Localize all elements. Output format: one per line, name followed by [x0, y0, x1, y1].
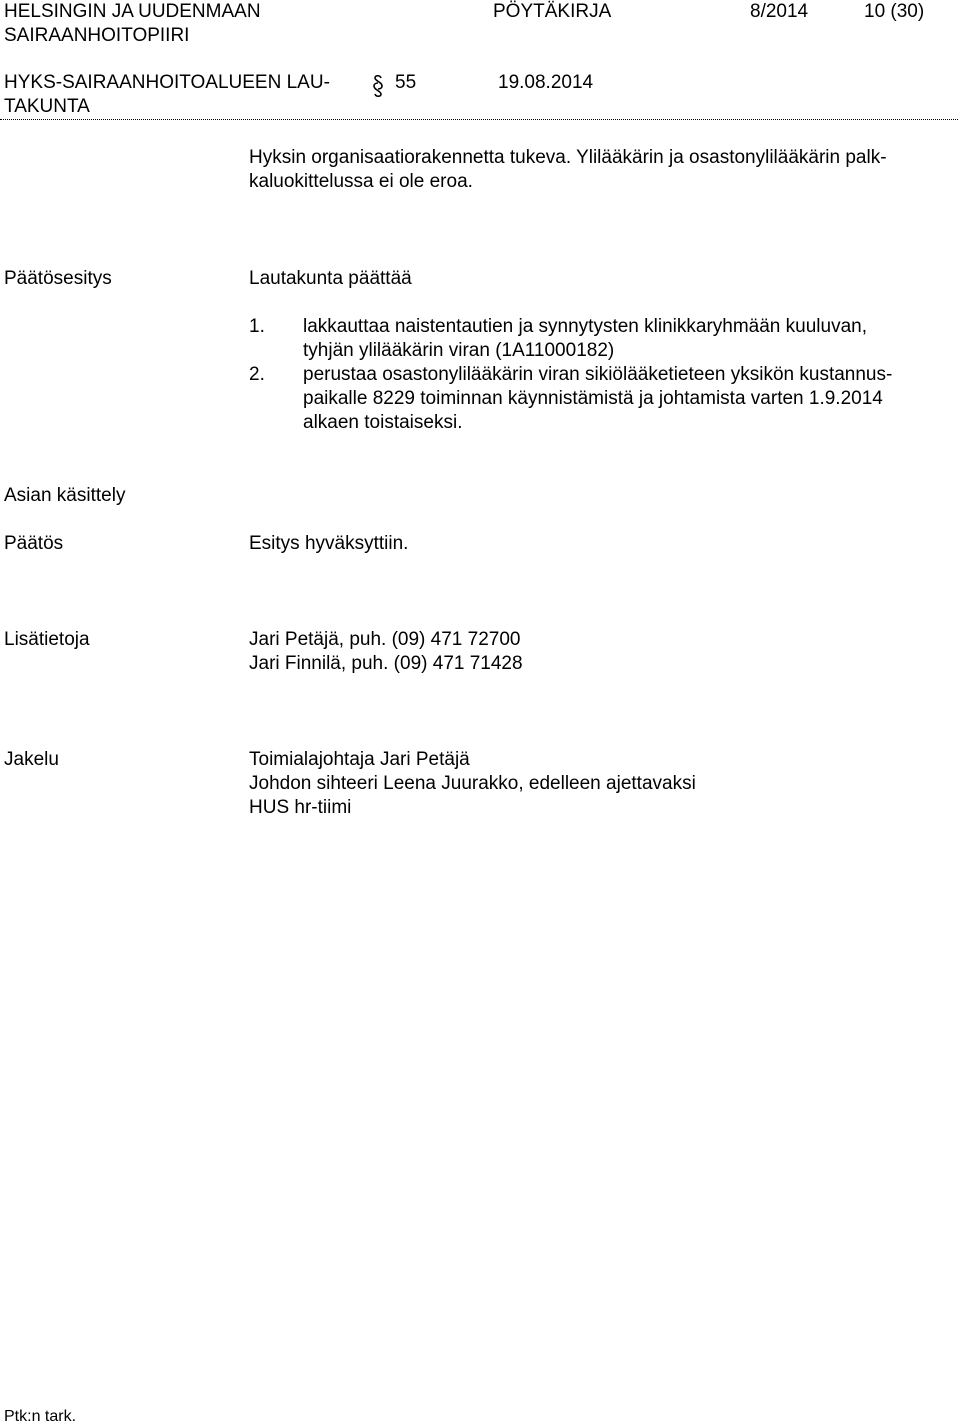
distribution-label: Jakelu: [4, 749, 59, 770]
proposal-item-number: 1.: [249, 316, 265, 337]
decision-text: Esitys hyväksyttiin.: [249, 533, 409, 554]
minutes-checker-label: Ptk:n tark.: [4, 1408, 77, 1425]
proposal-item-line: paikalle 8229 toiminnan käynnistämistä ja johtamista varten 1.9.2014: [303, 388, 883, 409]
org-name-line2: SAIRAANHOITOPIIRI: [4, 25, 190, 46]
board-name-line2: TAKUNTA: [4, 96, 90, 117]
distribution-recipient: Toimialajohtaja Jari Petäjä: [249, 749, 470, 770]
proposal-item-line: alkaen toistaiseksi.: [303, 412, 463, 433]
intro-line1: Hyksin organisaatiorakennetta tukeva. Ylilääkärin ja osastonylilääkärin palk-: [249, 147, 887, 168]
section-number: 55: [395, 72, 417, 93]
info-label: Lisätietoja: [4, 629, 90, 650]
intro-line2: kaluokittelussa ei ole eroa.: [249, 171, 473, 192]
board-name-line1: HYKS-SAIRAANHOITOALUEEN LAU-: [4, 72, 330, 93]
proposal-item-line: lakkauttaa naistentautien ja synnytysten klinikkaryhmään kuuluvan,: [303, 316, 867, 337]
contact-line: Jari Petäjä, puh. (09) 471 72700: [249, 629, 521, 650]
page-number: 10 (30): [864, 1, 925, 22]
decision-label: Päätös: [4, 533, 64, 554]
meeting-date: 19.08.2014: [498, 72, 594, 93]
proposal-item-line: perustaa osastonylilääkärin viran sikiölääketieteen yksikön kustannus-: [303, 364, 893, 385]
proposal-label: Päätösesitys: [4, 268, 112, 289]
distribution-recipient: Johdon sihteeri Leena Juurakko, edelleen ajettavaksi: [249, 773, 696, 794]
document-type: PÖYTÄKIRJA: [493, 1, 612, 22]
proposal-item-line: tyhjän ylilääkärin viran (1A11000182): [303, 340, 615, 361]
proposal-heading: Lautakunta päättää: [249, 268, 412, 289]
distribution-recipient: HUS hr-tiimi: [249, 797, 352, 818]
contact-line: Jari Finnilä, puh. (09) 471 71428: [249, 653, 523, 674]
document-number: 8/2014: [750, 1, 809, 22]
proposal-item-number: 2.: [249, 364, 265, 385]
section-sign-icon: [371, 74, 385, 98]
header-divider: [0, 119, 958, 120]
handling-label: Asian käsittely: [4, 485, 126, 506]
org-name-line1: HELSINGIN JA UUDENMAAN: [4, 1, 261, 22]
